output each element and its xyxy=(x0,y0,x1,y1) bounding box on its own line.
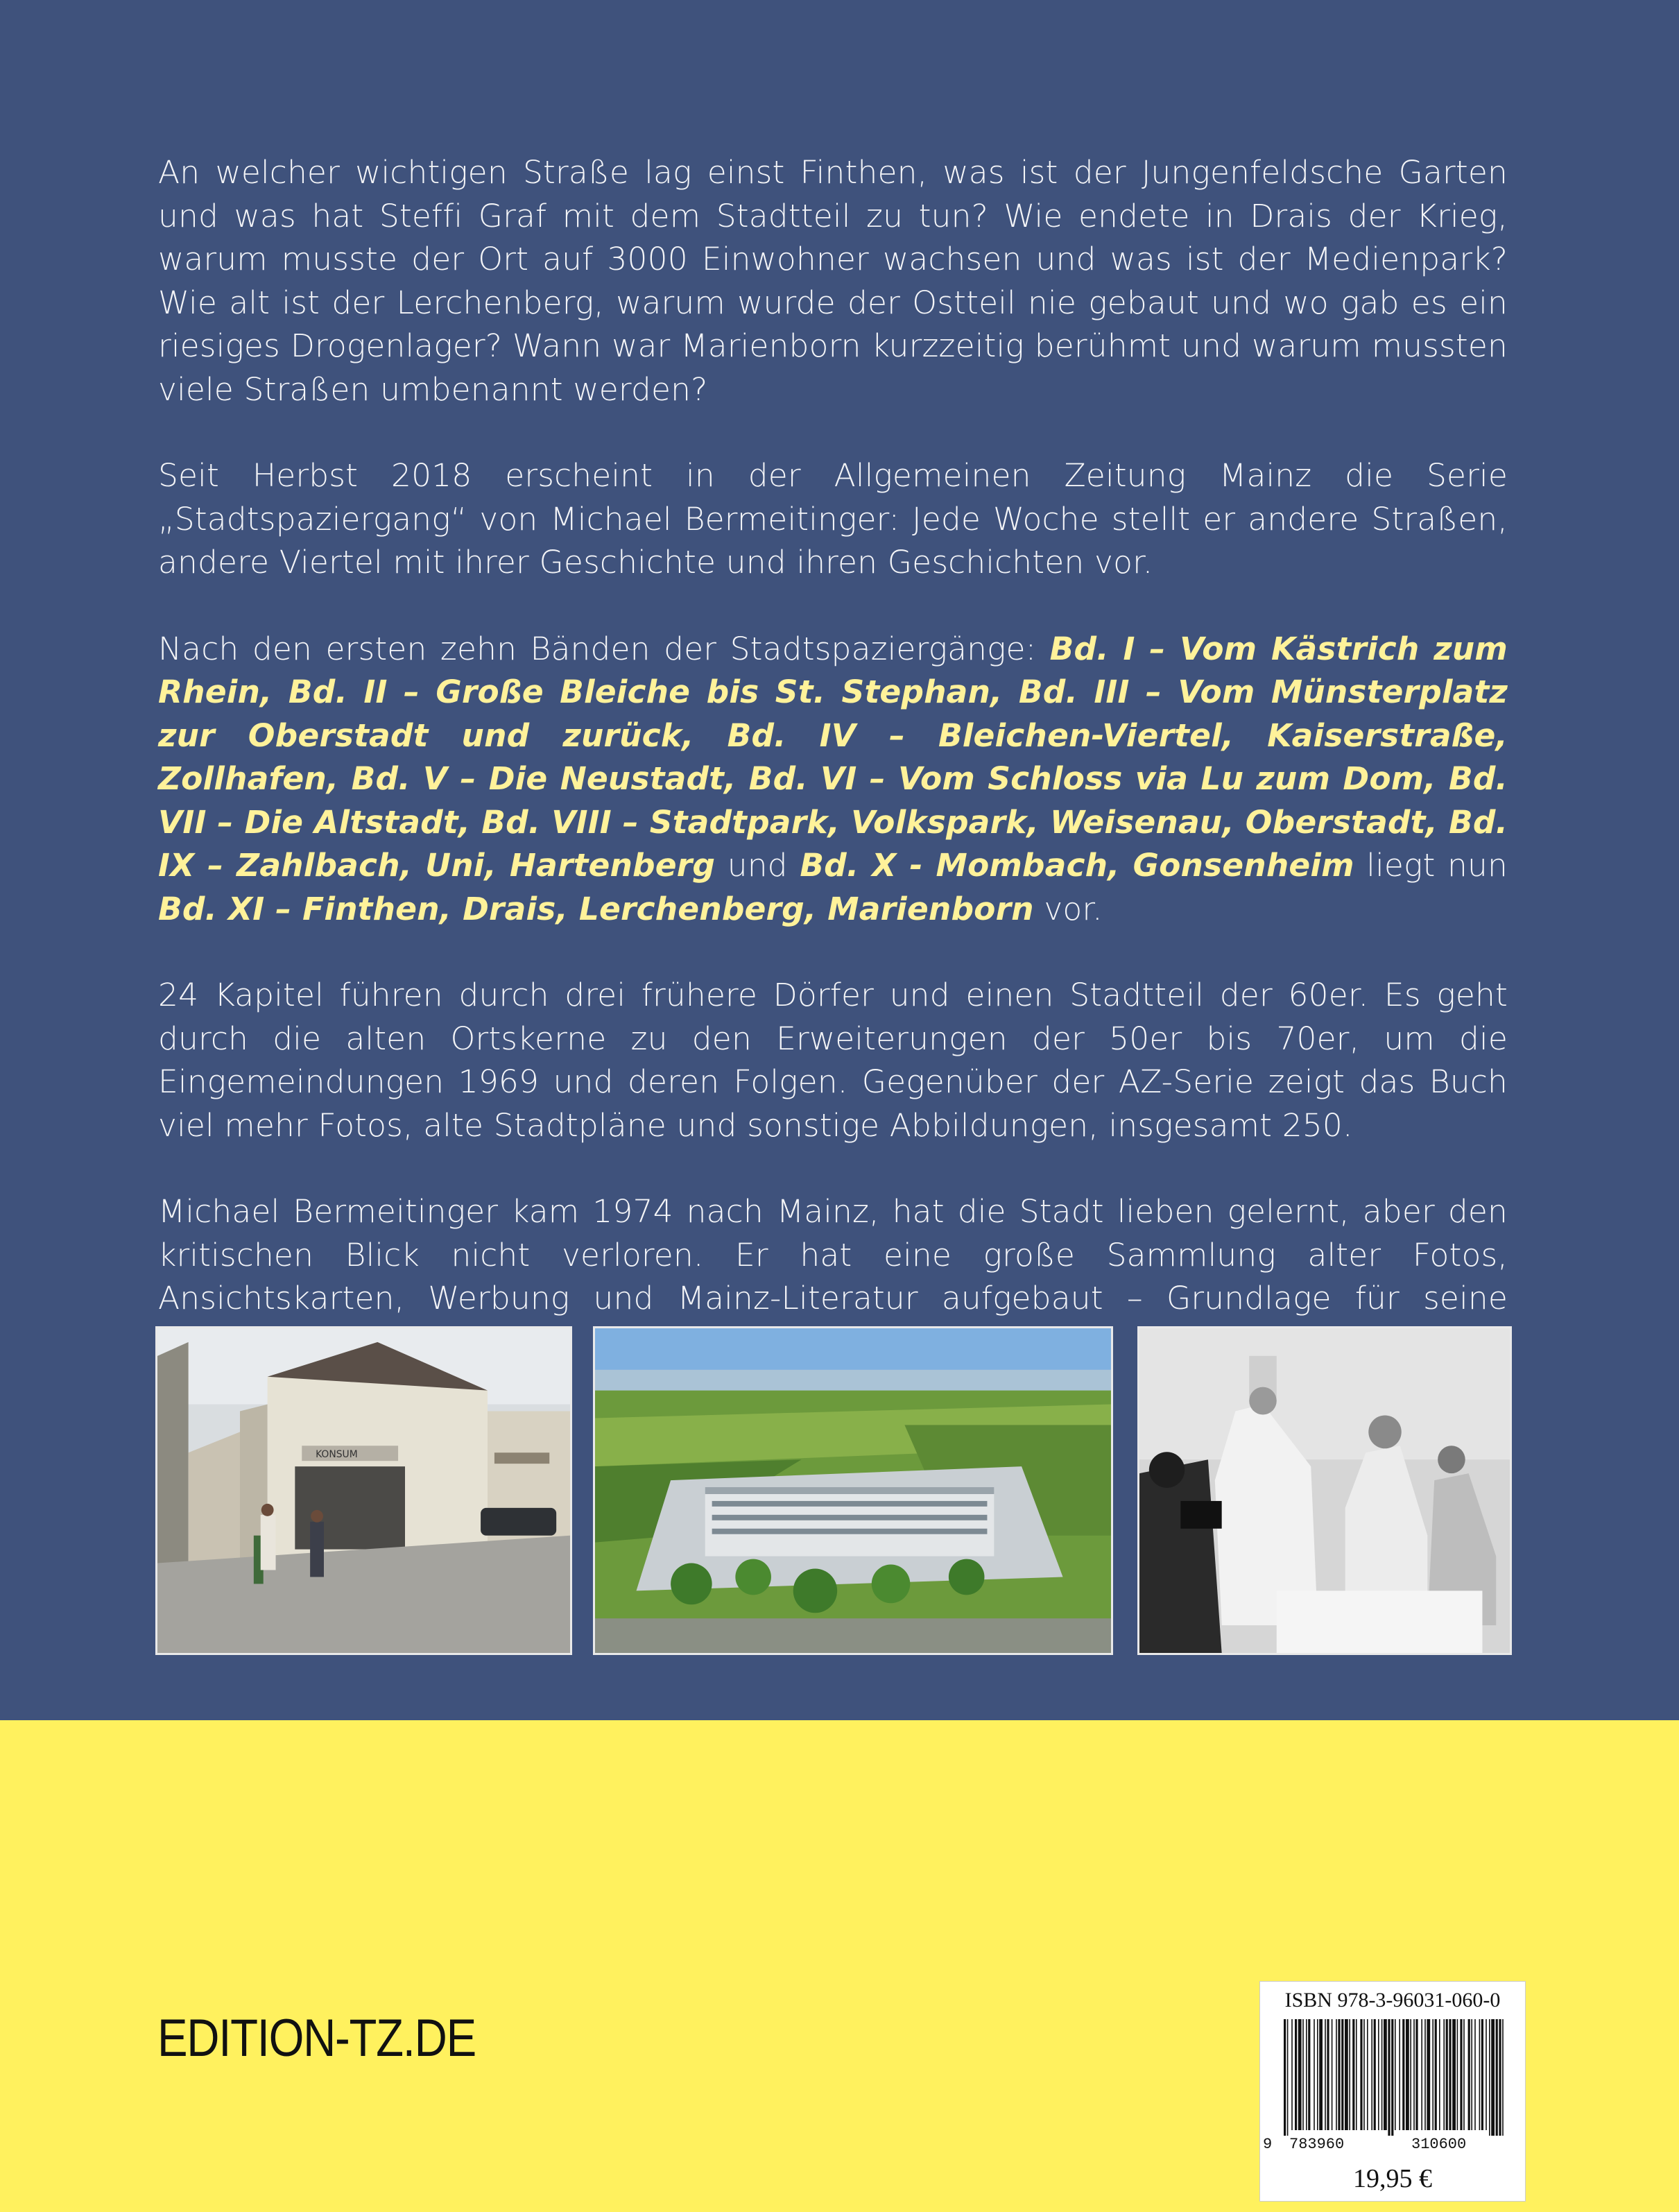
barcode xyxy=(1270,2019,1515,2136)
isbn-barcode-block xyxy=(1259,1981,1526,2202)
barcode-digit-prefix: 9 xyxy=(1263,2136,1273,2153)
aerial-illustration xyxy=(595,1328,1111,1653)
volume-ten: Bd. X - Mombach, Gonsenheim xyxy=(800,847,1354,884)
papal-visit-illustration xyxy=(1139,1328,1510,1653)
blurb-text xyxy=(158,151,1508,1407)
volumes-mid: liegt nun xyxy=(1354,847,1508,884)
publisher-url: EDITION-TZ.DE xyxy=(157,2009,476,2068)
volumes-list: Bd. I – Vom Kästrich zum Rhein, Bd. II – Große Bleiche bis St. Stephan, Bd. III – Vom Münsterplatz zur Oberstadt und zurück, Bd. IV – Bleichen-Viertel, Kaiserstraße, Zollhafen, Bd. V – Die Neustadt, Bd. VI – Vom Schloss via Lu zum Dom, Bd. VII – Die Altstadt, Bd. VIII – Stadtpark, Volkspark, Weisenau, Oberstadt, Bd. IX – Zahlbach, Uni, Hartenberg xyxy=(158,630,1508,884)
street-scene-illustration xyxy=(157,1328,570,1653)
photo-media-park-aerial xyxy=(593,1326,1113,1655)
volume-eleven: Bd. XI – Finthen, Drais, Lerchenberg, Marienborn xyxy=(158,890,1034,927)
paragraph-volumes xyxy=(158,628,1508,932)
paragraph-chapters: 24 Kapitel führen durch drei frühere Dörfer und einen Stadtteil der 60er. Es geht durch die alten Ortskerne zu den Erweiterungen der 50er bis 70er, um die Eingemeindungen 1969 und deren Folgen. Gegenüber der AZ-Serie zeigt das Buch viel mehr Fotos, alte Stadtpläne und sonstige Abbildungen, insgesamt 250. xyxy=(158,977,1508,1144)
paragraph-author: Michael Bermeitinger kam 1974 nach Mainz, hat die Stadt lieben gelernt, aber den kritischen Blick nicht verloren. Er hat eine große Sammlung alter Fotos, Ansichtskarten, Werbung und Mainz-Literatur aufgebaut – Grundlage für seine xyxy=(158,1193,1508,1317)
barcode-digits-left: 783960 xyxy=(1289,2136,1345,2153)
paragraph-series: Seit Herbst 2018 erscheint in der Allgemeinen Zeitung Mainz die Serie „Stadtspaziergang“ von Michael Bermeitinger: Jede Woche stellt er andere Straßen, andere Viertel mit ihrer Geschichte und ihren Geschichten vor. xyxy=(158,457,1508,581)
photo-papal-visit xyxy=(1137,1326,1512,1655)
shop-sign-text: KONSUM xyxy=(316,1449,358,1461)
isbn-number: ISBN 978-3-96031-060-0 xyxy=(1284,1989,1501,2012)
photo-street-scene xyxy=(155,1326,572,1655)
price: 19,95 € xyxy=(1353,2164,1432,2193)
paragraph-questions: An welcher wichtigen Straße lag einst Finthen, was ist der Jungenfeldsche Garten und was hat Steffi Graf mit dem Stadtteil zu tun? Wie endete in Drais der Krieg, warum musste der Ort auf 3000 Einwohner wachsen und was ist der Medienpark? Wie alt ist der Lerchenberg, warum wurde der Ostteil nie gebaut und wo gab es ein riesiges Drogenlager? Wann war Marienborn kurzzeitig berühmt und warum mussten viele Straßen umbenannt werden? xyxy=(158,154,1508,408)
volumes-and: und xyxy=(715,847,800,884)
volumes-intro: Nach den ersten zehn Bänden der Stadtspaziergänge: xyxy=(158,630,1050,667)
volumes-end: vor. xyxy=(1033,890,1103,927)
barcode-digits-right: 310600 xyxy=(1411,2136,1467,2153)
